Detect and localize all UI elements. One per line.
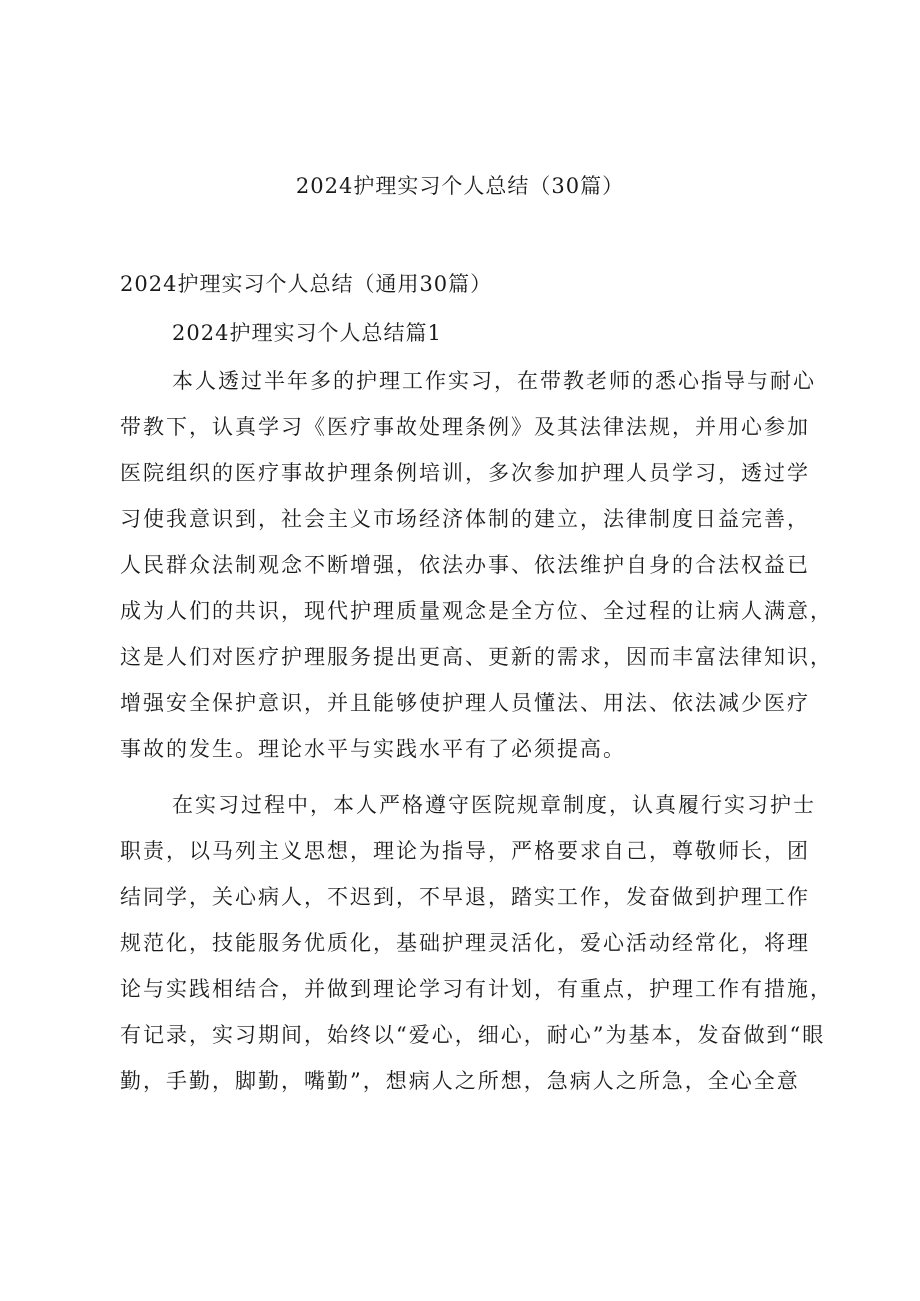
paragraph-line: 结同学，关心病人，不迟到，不早退，踏实工作，发奋做到护理工作: [120, 885, 810, 909]
paragraph-line: 事故的发生。理论水平与实践水平有了必须提高。: [120, 737, 626, 761]
paragraph-line: 成为人们的共识，现代护理质量观念是全方位、全过程的让病人满意，: [120, 599, 833, 623]
paragraph-line: 增强安全保护意识，并且能够使护理人员懂法、用法、依法减少医疗: [120, 691, 810, 715]
paragraph-line: 这是人们对医疗护理服务提出更高、更新的需求，因而丰富法律知识，: [120, 645, 833, 669]
section-heading: 2024护理实习个人总结篇1: [172, 321, 442, 345]
paragraph-line: 职责，以马列主义思想，理论为指导，严格要求自己，尊敬师长，团: [120, 839, 810, 863]
paragraph-line: 本人透过半年多的护理工作实习，在带教老师的悉心指导与耐心: [172, 369, 816, 393]
paragraph-2: [120, 782, 833, 1104]
paragraph-line: 带教下，认真学习《医疗事故处理条例》及其法律法规，并用心参加: [120, 415, 810, 439]
paragraph-1: [120, 358, 833, 772]
paragraph-line: 有记录，实习期间，始终以“爱心，细心，耐心”为基本，发奋做到“眼: [120, 1023, 826, 1047]
paragraph-line: 规范化，技能服务优质化，基础护理灵活化，爱心活动经常化，将理: [120, 931, 810, 955]
paragraph-line: 医院组织的医疗事故护理条例培训，多次参加护理人员学习，透过学: [120, 461, 810, 485]
paragraph-line: 在实习过程中，本人严格遵守医院规章制度，认真履行实习护士: [172, 793, 816, 817]
paragraph-line: 人民群众法制观念不断增强，依法办事、依法维护自身的合法权益已: [120, 553, 810, 577]
paragraph-line: 论与实践相结合，并做到理论学习有计划，有重点，护理工作有措施，: [120, 977, 833, 1001]
paragraph-line: 习使我意识到，社会主义市场经济体制的建立，法律制度日益完善，: [120, 507, 810, 531]
document-title: 2024护理实习个人总结（30篇）: [295, 174, 625, 198]
document-subtitle: 2024护理实习个人总结（通用30篇）: [120, 272, 493, 296]
paragraph-line: 勤，手勤，脚勤，嘴勤”，想病人之所想，急病人之所急，全心全意: [120, 1069, 800, 1093]
